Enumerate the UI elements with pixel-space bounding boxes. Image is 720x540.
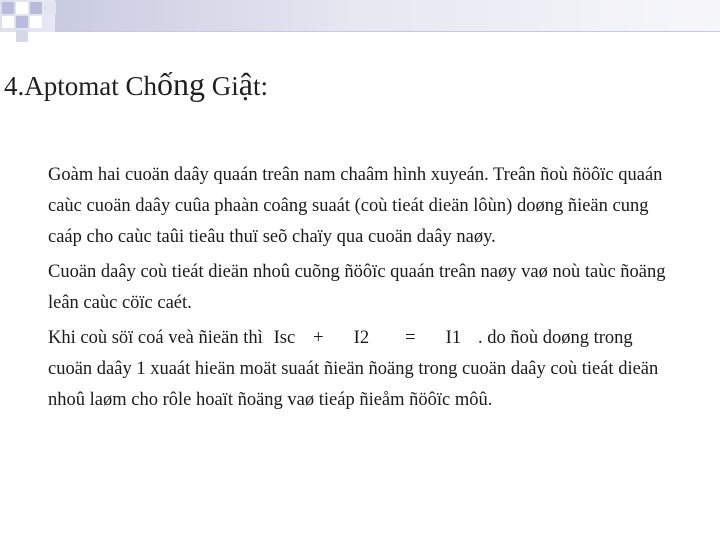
deco-square <box>16 30 28 42</box>
paragraph-3-start: Khi coù söï coá veà ñieän thì <box>48 328 263 348</box>
slide-title <box>4 60 704 108</box>
title-accent-1: ống <box>157 66 205 102</box>
deco-square <box>2 2 14 14</box>
eq-plus: + <box>313 328 324 348</box>
deco-square <box>30 16 42 28</box>
decorative-squares <box>0 0 56 48</box>
paragraph-2: Cuoän daây coù tieát dieän nhoû cuõng ñöôïc quaán treân naøy vaø noù taùc ñoäng leân caùc cöïc caét. <box>48 262 666 313</box>
header-gradient-bar <box>55 0 720 32</box>
title-prefix: 4.Aptomat Ch <box>4 71 157 101</box>
eq-i2: I2 <box>353 328 370 348</box>
deco-square <box>30 2 42 14</box>
eq-equals: = <box>405 328 416 348</box>
eq-i1: I1 <box>445 328 462 348</box>
paragraph-3 <box>48 323 673 416</box>
title-middle: Gi <box>205 71 239 101</box>
slide-body <box>48 160 673 420</box>
deco-square <box>44 2 56 14</box>
eq-isc: Isc <box>273 328 296 348</box>
deco-square <box>16 16 28 28</box>
title-suffix: t: <box>252 71 268 101</box>
paragraph-1: Goàm hai cuoän daây quaán treân nam chaâm hình xuyeán. Treân ñoù ñöôïc quaán caùc cuoän daây cuûa phaàn coâng suaát (coù tieát dieän lôùn) doøng ñieän cung caáp cho caùc taûi tieâu thuï seõ chaïy qua cuoän daây naøy. <box>48 165 663 247</box>
paragraph-3-rest: . do ñoù doøng trong cuoän daây 1 xuaát hieän moät suaát ñieän ñoäng trong cuoän daây coù tieát dieän nhoû laøm cho rôle hoaït ñoäng vaø tieáp ñieåm ñöôïc môû. <box>48 328 659 410</box>
deco-square <box>2 16 14 28</box>
title-accent-2: ậ <box>238 66 253 102</box>
deco-square <box>16 2 28 14</box>
